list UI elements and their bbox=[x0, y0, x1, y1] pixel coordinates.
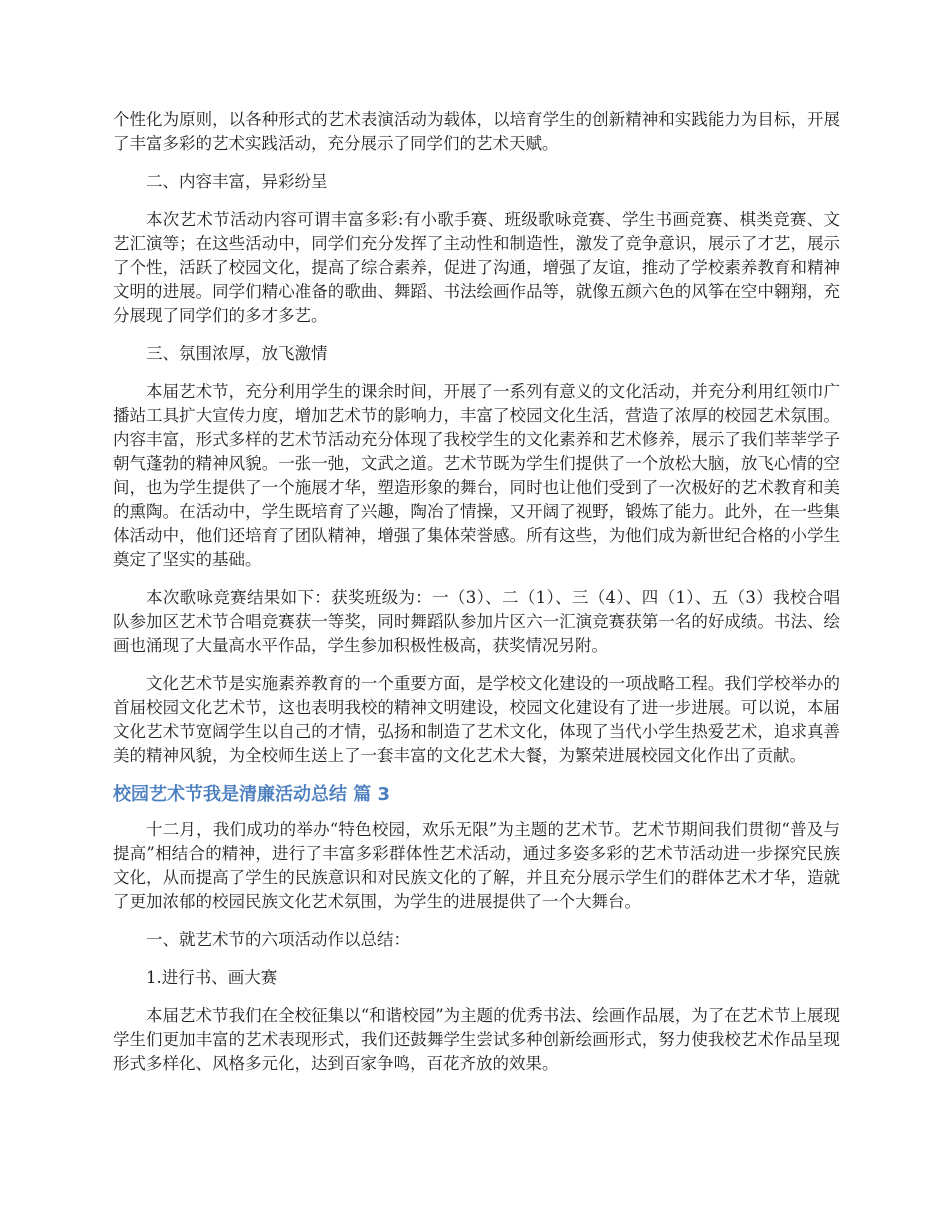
article-heading-part-3: 校园艺术节我是清廉活动总结 篇 3 bbox=[113, 784, 391, 805]
section-heading-content-rich: 二、内容丰富，异彩纷呈 bbox=[146, 172, 328, 191]
paragraph-calligraphy: 本届艺术节我们在全校征集以“和谐校园”为主题的优秀书法、绘画作品展，为了在艺术节上展现学生们更加丰富的艺术表现形式，我们还鼓舞学生尝试多种创新绘画形式，努力使我校艺术作品呈现形式多样化、风格多元化，达到百家争鸣，百花齐放的效果。 bbox=[113, 1006, 840, 1073]
paragraph-results: 本次歌咏竞赛结果如下：获奖班级为：一（3）、二（1）、三（4）、四（1）、五（3）我校合唱队参加区艺术节合唱竞赛获一等奖，同时舞蹈队参加片区六一汇演竞赛获第一名的好成绩。书法、绘画也涌现了大量高水平作品，学生参加积极性极高，获奖情况另附。 bbox=[113, 588, 840, 655]
section-heading-summary: 一、就艺术节的六项活动作以总结： bbox=[146, 930, 410, 949]
paragraph-december: 十二月，我们成功的举办“特色校园，欢乐无限”为主题的艺术节。艺术节期间我们贯彻“普及与提高”相结合的精神，进行了丰富多彩群体性艺术活动，通过多姿多彩的艺术节活动进一步探究民族文化，从而提高了学生的民族意识和对民族文化的了解，并且充分展示学生们的群体艺术才华，造就了更加浓郁的校园民族文化艺术氛围，为学生的进展提供了一个大舞台。 bbox=[113, 820, 840, 911]
paragraph-content: 本次艺术节活动内容可谓丰富多彩:有小歌手赛、班级歌咏竞赛、学生书画竞赛、棋类竞赛、文艺汇演等；在这些活动中，同学们充分发挥了主动性和制造性，激发了竞争意识，展示了才艺，展示了个性，活跃了校园文化，提高了综合素养，促进了沟通，增强了友谊，推动了学校素养教育和精神文明的进展。同学们精心准备的歌曲、舞蹈、书法绘画作品等，就像五颜六色的风筝在空中翱翔，充分展现了同学们的多才多艺。 bbox=[113, 210, 840, 325]
paragraph-conclusion: 文化艺术节是实施素养教育的一个重要方面，是学校文化建设的一项战略工程。我们学校举办的首届校园文化艺术节，这也表明我校的精神文明建设，校园文化建设有了进一步进展。可以说，本届文化艺术节宽阔学生以自己的才情，弘扬和制造了艺术文化，体现了当代小学生热爱艺术，追求真善美的精神风貌，为全校师生送上了一套丰富的文化艺术大餐，为繁荣进展校园文化作出了贡献。 bbox=[113, 674, 840, 765]
document-page bbox=[113, 108, 840, 1090]
list-item-calligraphy-contest: 1.进行书、画大赛 bbox=[146, 968, 278, 987]
paragraph-intro-continuation: 个性化为原则，以各种形式的艺术表演活动为载体，以培育学生的创新精神和实践能力为目标，开展了丰富多彩的艺术实践活动，充分展示了同学们的艺术天赋。 bbox=[113, 110, 840, 153]
section-heading-atmosphere: 三、氛围浓厚，放飞激情 bbox=[146, 344, 328, 363]
paragraph-atmosphere: 本届艺术节，充分利用学生的课余时间，开展了一系列有意义的文化活动，并充分利用红领巾广播站工具扩大宣传力度，增加艺术节的影响力，丰富了校园文化生活，营造了浓厚的校园艺术氛围。内容丰富，形式多样的艺术节活动充分体现了我校学生的文化素养和艺术修养，展示了我们莘莘学子朝气蓬勃的精神风貌。一张一弛，文武之道。艺术节既为学生们提供了一个放松大脑，放飞心情的空间，也为学生提供了一个施展才华，塑造形象的舞台，同时也让他们受到了一次极好的艺术教育和美的熏陶。在活动中，学生既培育了兴趣，陶冶了情操，又开阔了视野，锻炼了能力。此外，在一些集体活动中，他们还培育了团队精神，增强了集体荣誉感。所有这些，为他们成为新世纪合格的小学生奠定了坚实的基础。 bbox=[113, 382, 840, 569]
